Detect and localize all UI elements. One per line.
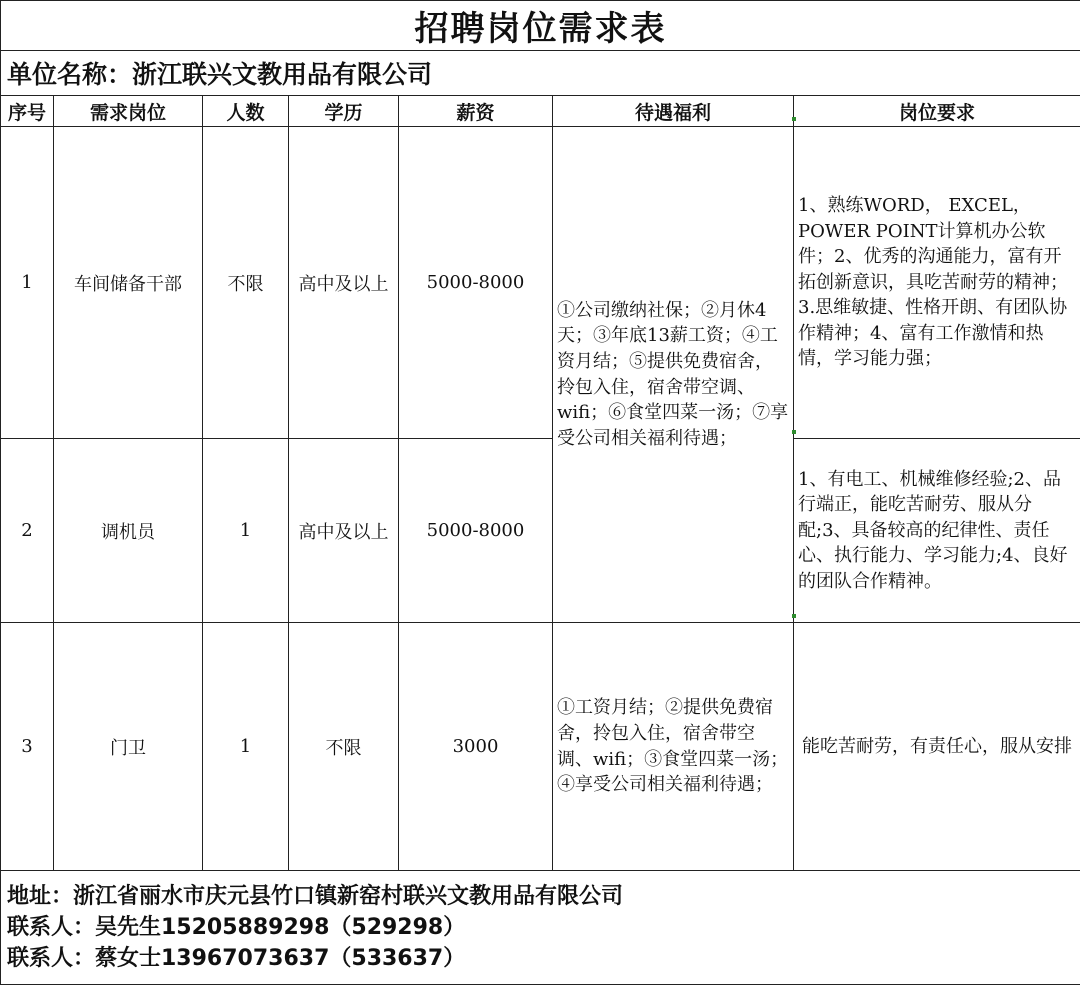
footer-contact-2: 联系人：蔡女士13967073637（533637） — [7, 943, 1080, 974]
row-education: 高中及以上 — [289, 127, 399, 439]
header-count: 人数 — [203, 96, 289, 127]
header-salary: 薪资 — [399, 96, 553, 127]
cell-comment-marker — [792, 430, 796, 434]
row-requirements: 能吃苦耐劳，有责任心，服从安排 — [794, 623, 1080, 871]
footer-address: 地址：浙江省丽水市庆元县竹口镇新窑村联兴文教用品有限公司 — [7, 881, 1080, 912]
header-position: 需求岗位 — [54, 96, 203, 127]
header-requirements: 岗位要求 — [794, 96, 1080, 127]
row-count: 不限 — [203, 127, 289, 439]
cell-comment-marker — [792, 117, 796, 121]
header-seq: 序号 — [1, 96, 54, 127]
header-row — [1, 96, 1080, 127]
footer-contact — [1, 871, 1080, 985]
row-education: 不限 — [289, 623, 399, 871]
row-education: 高中及以上 — [289, 439, 399, 623]
table-row — [1, 623, 1080, 871]
row-count: 1 — [203, 623, 289, 871]
row-position: 门卫 — [54, 623, 203, 871]
row-salary: 5000-8000 — [399, 127, 553, 439]
row-requirements: 1、熟练WORD， EXCEL，POWER POINT计算机办公软件；2、优秀的沟通能力，富有开拓创新意识，具吃苦耐劳的精神；3.思维敏捷、性格开朗、有团队协作精神；4、富有工作激情和热情，学习能力强； — [794, 127, 1080, 439]
row-seq: 3 — [1, 623, 54, 871]
row-salary: 3000 — [399, 623, 553, 871]
row-salary: 5000-8000 — [399, 439, 553, 623]
footer-contact-1: 联系人：吴先生15205889298（529298） — [7, 912, 1080, 943]
row-requirements: 1、有电工、机械维修经验;2、品行端正，能吃苦耐劳、服从分配;3、具备较高的纪律性、责任心、执行能力、学习能力;4、良好的团队合作精神。 — [794, 439, 1080, 623]
row-seq: 1 — [1, 127, 54, 439]
row-count: 1 — [203, 439, 289, 623]
table-row — [1, 127, 1080, 439]
header-education: 学历 — [289, 96, 399, 127]
row-position: 车间储备干部 — [54, 127, 203, 439]
header-benefits: 待遇福利 — [553, 96, 794, 127]
cell-comment-marker — [792, 614, 796, 618]
row-position: 调机员 — [54, 439, 203, 623]
row-benefits-shared: ①公司缴纳社保；②月休4天；③年底13薪工资；④工资月结；⑤提供免费宿舍，拎包入住，宿舍带空调、wifi；⑥食堂四菜一汤；⑦享受公司相关福利待遇； — [553, 127, 794, 623]
row-benefits: ①工资月结；②提供免费宿舍，拎包入住，宿舍带空调、wifi；③食堂四菜一汤；④享受公司相关福利待遇； — [553, 623, 794, 871]
row-seq: 2 — [1, 439, 54, 623]
unit-name: 单位名称：浙江联兴文教用品有限公司 — [1, 51, 1080, 96]
table-row — [1, 439, 1080, 623]
page-title: 招聘岗位需求表 — [1, 1, 1080, 51]
